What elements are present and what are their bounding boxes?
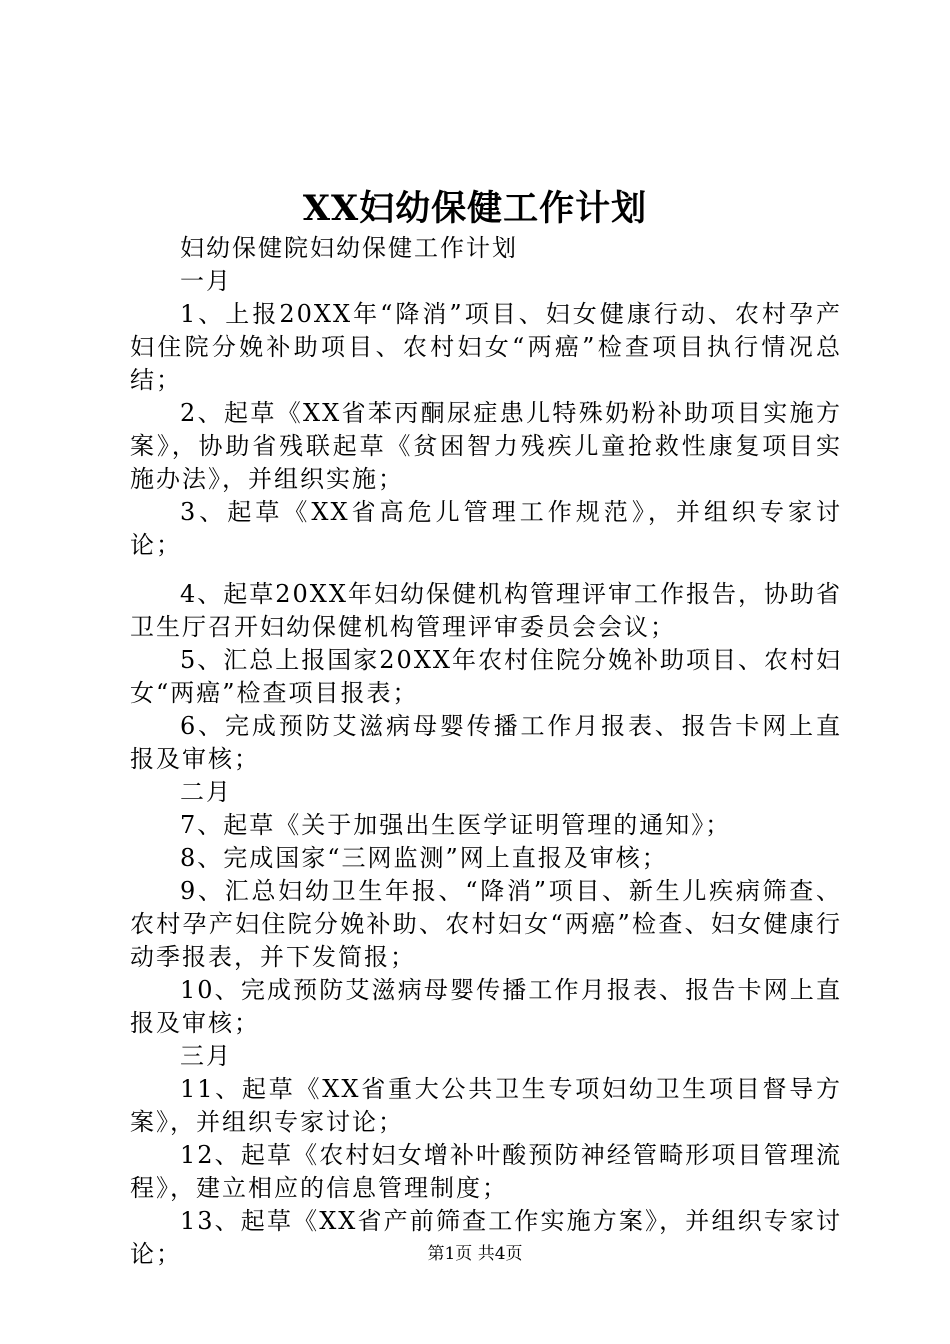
paragraph-item-6: 6、完成预防艾滋病母婴传播工作月报表、报告卡网上直报及审核；	[130, 712, 842, 773]
paragraph-item-5: 5、汇总上报国家20XX年农村住院分娩补助项目、农村妇女“两癌”检查项目报表；	[130, 646, 842, 707]
paragraph-item-3: 3、起草《XX省高危儿管理工作规范》，并组织专家讨论；	[130, 498, 842, 559]
paragraph-item-7: 7、起草《关于加强出生医学证明管理的通知》；	[180, 811, 732, 839]
paragraph-item-1: 1、上报20XX年“降消”项目、妇女健康行动、农村孕产妇住院分娩补助项目、农村妇女“两癌”检查项目执行情况总结；	[130, 300, 842, 394]
paragraph-item-2: 2、起草《XX省苯丙酮尿症患儿特殊奶粉补助项目实施方案》，协助省残联起草《贫困智力残疾儿童抢救性康复项目实施办法》，并组织实施；	[130, 399, 842, 493]
section-heading-january: 一月	[180, 267, 232, 295]
section-heading-march: 三月	[180, 1042, 232, 1070]
paragraph-item-9: 9、汇总妇幼卫生年报、“降消”项目、新生儿疾病筛查、农村孕产妇住院分娩补助、农村妇女“两癌”检查、妇女健康行动季报表，并下发简报；	[130, 877, 842, 971]
paragraph-item-11: 11、起草《XX省重大公共卫生专项妇幼卫生项目督导方案》，并组织专家讨论；	[130, 1075, 842, 1136]
paragraph-item-8: 8、完成国家“三网监测”网上直报及审核；	[180, 844, 668, 872]
paragraph-item-13: 13、起草《XX省产前筛查工作实施方案》，并组织专家讨论；	[130, 1207, 842, 1268]
document-title: XX妇幼保健工作计划	[302, 188, 648, 229]
paragraph-item-10: 10、完成预防艾滋病母婴传播工作月报表、报告卡网上直报及审核；	[130, 976, 842, 1037]
section-heading-february: 二月	[180, 778, 232, 806]
paragraph-subtitle: 妇幼保健院妇幼保健工作计划	[180, 234, 518, 262]
document-body	[130, 232, 842, 1271]
paragraph-item-12: 12、起草《农村妇女增补叶酸预防神经管畸形项目管理流程》，建立相应的信息管理制度；	[130, 1141, 842, 1202]
page-number-footer: 第1页 共4页	[427, 1244, 523, 1264]
paragraph-item-4: 4、起草20XX年妇幼保健机构管理评审工作报告，协助省卫生厅召开妇幼保健机构管理评审委员会会议；	[130, 580, 842, 641]
